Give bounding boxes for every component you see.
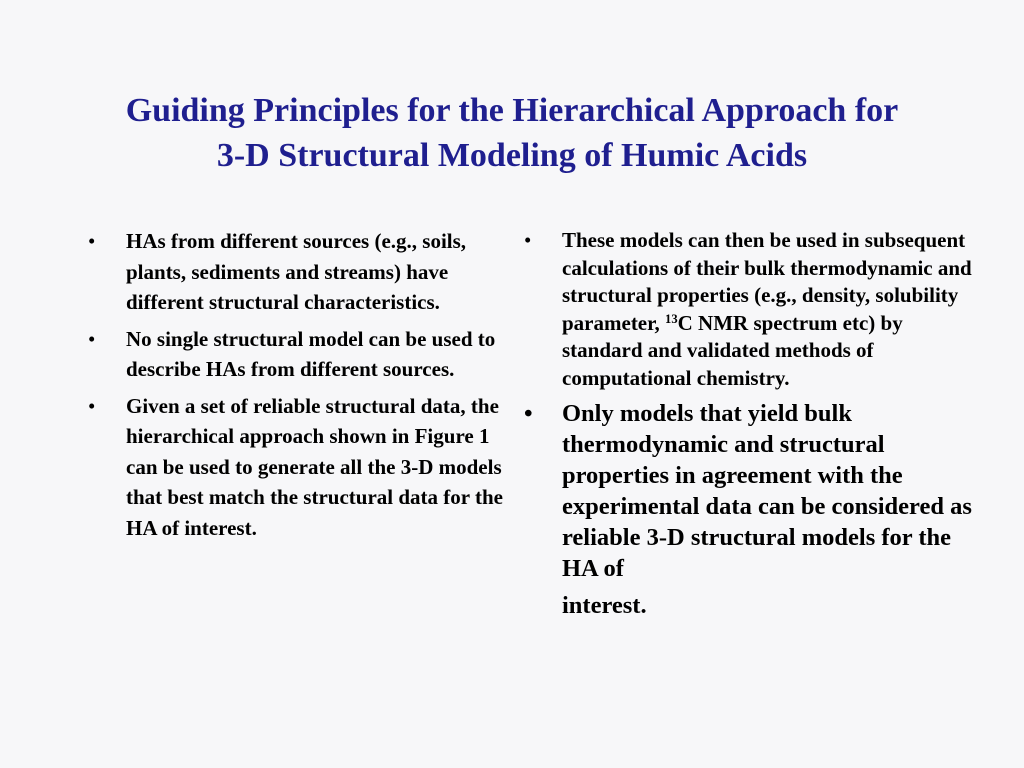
bullet-icon: •	[88, 229, 96, 253]
bullet-text-part-2: C NMR spectrum etc) by standard and validated methods of computational chemistry.	[562, 310, 903, 390]
bullet-text	[562, 400, 972, 619]
left-bullet-item-1	[84, 226, 504, 318]
bullet-text-last: interest.	[562, 592, 647, 619]
title-line-1: Guiding Principles for the Hierarchical Approach for	[125, 92, 899, 129]
bullet-icon: •	[88, 393, 96, 418]
bullet-text: No single structural model can be used to describe HAs from different sources.	[126, 326, 496, 381]
bullet-text: HAs from different sources (e.g., soils, plants, sediments and streams) have different structural characteristics.	[126, 229, 467, 314]
left-bullet-list	[84, 226, 504, 543]
right-bullet-item-1	[520, 227, 980, 392]
left-bullet-item-3	[84, 391, 504, 544]
bullet-icon: •	[524, 400, 533, 427]
bullet-text: Given a set of reliable structural data, the hierarchical approach shown in Figure 1 can be used to generate all the 3-D models that best match the structural data for the HA of interest.	[126, 393, 503, 540]
superscript-13: 13	[665, 311, 678, 326]
bullet-text-main: Only models that yield bulk thermodynamic and structural properties in agreement with the experimental data can be considered as reliable 3-D structural models for the HA of	[562, 400, 972, 582]
right-bullet-list	[520, 227, 980, 621]
left-bullet-item-2	[84, 324, 504, 385]
bullet-icon: •	[88, 326, 96, 351]
slide-title	[40, 88, 984, 178]
left-column	[84, 226, 504, 549]
bullet-text-part-1: These models can then be used in subsequent calculations of their bulk thermodynamic and structural properties (e.g., density, solubility parameter,	[562, 228, 972, 335]
bullet-icon: •	[524, 228, 532, 252]
right-bullet-item-2	[520, 398, 980, 621]
title-line-2: 3-D Structural Modeling of Humic Acids	[216, 137, 808, 174]
bullet-text	[562, 228, 972, 390]
right-column	[520, 227, 980, 621]
